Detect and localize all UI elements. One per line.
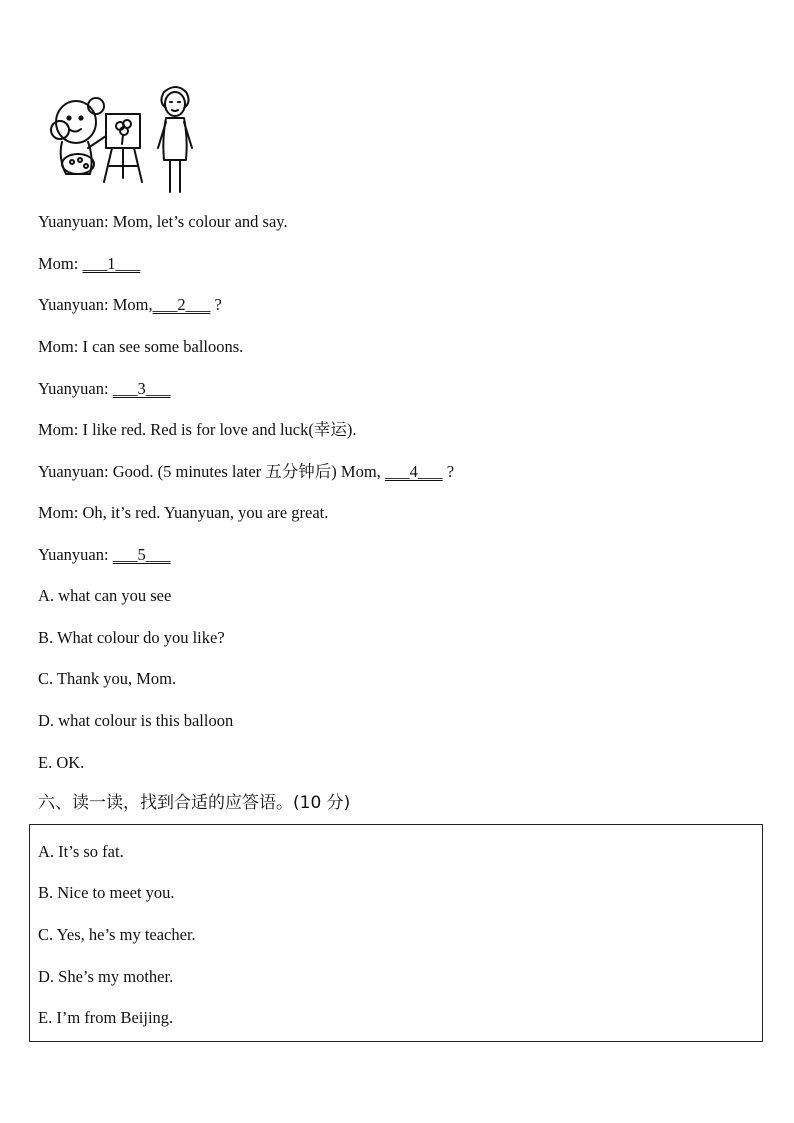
dialogue-line xyxy=(38,337,243,357)
speaker-label: Yuanyuan: xyxy=(38,295,109,314)
dialogue-line xyxy=(38,379,170,399)
dialogue-line xyxy=(38,295,222,315)
option-d: D. what colour is this balloon xyxy=(38,711,234,730)
speaker-label: Yuanyuan: xyxy=(38,462,109,481)
speaker-label: Yuanyuan: xyxy=(38,379,109,398)
answer-blank[interactable]: ___1___ xyxy=(82,254,141,273)
option-e: E. OK. xyxy=(38,753,85,772)
dialogue-punctuation: ? xyxy=(442,462,455,481)
dialogue-line xyxy=(38,545,170,565)
speaker-label: Mom: xyxy=(38,337,79,356)
answer-blank[interactable]: ___3___ xyxy=(112,379,171,398)
dialogue-punctuation: ? xyxy=(210,295,222,314)
dialogue-text: I like red. Red is for love and luck(幸运). xyxy=(78,420,357,439)
dialogue-line xyxy=(38,420,356,440)
speaker-label: Mom: xyxy=(38,420,79,439)
box-option-b: B. Nice to meet you. xyxy=(38,883,175,902)
speaker-label: Mom: xyxy=(38,254,79,273)
dialogue-text: I can see some balloons. xyxy=(78,337,244,356)
dialogue-text: Good. (5 minutes later 五分钟后) Mom, xyxy=(108,462,385,481)
answer-blank[interactable]: ___4___ xyxy=(384,462,443,481)
box-option-a: A. It’s so fat. xyxy=(38,842,124,861)
answer-options-box xyxy=(29,824,763,1042)
answer-blank[interactable]: ___5___ xyxy=(112,545,171,564)
dialogue-text: Mom, let’s colour and say. xyxy=(108,212,288,231)
option-a: A. what can you see xyxy=(38,586,172,605)
dialogue-text: Oh, it’s red. Yuanyuan, you are great. xyxy=(78,503,329,522)
dialogue-line xyxy=(38,462,454,482)
speaker-label: Yuanyuan: xyxy=(38,545,109,564)
speaker-label: Yuanyuan: xyxy=(38,212,109,231)
girl-painting-illustration xyxy=(36,78,202,200)
option-b: B. What colour do you like? xyxy=(38,628,225,647)
section-heading: 六、读一读，找到合适的应答语。(10 分) xyxy=(38,793,351,813)
option-c: C. Thank you, Mom. xyxy=(38,669,177,688)
box-option-d: D. She’s my mother. xyxy=(38,967,174,986)
dialogue-line xyxy=(38,254,140,274)
dialogue-text: Mom, xyxy=(108,295,153,314)
box-option-e: E. I’m from Beijing. xyxy=(38,1008,174,1027)
answer-blank[interactable]: ___2___ xyxy=(152,295,211,314)
box-option-c: C. Yes, he’s my teacher. xyxy=(38,925,196,944)
dialogue-line xyxy=(38,503,328,523)
dialogue-line xyxy=(38,212,288,232)
speaker-label: Mom: xyxy=(38,503,79,522)
